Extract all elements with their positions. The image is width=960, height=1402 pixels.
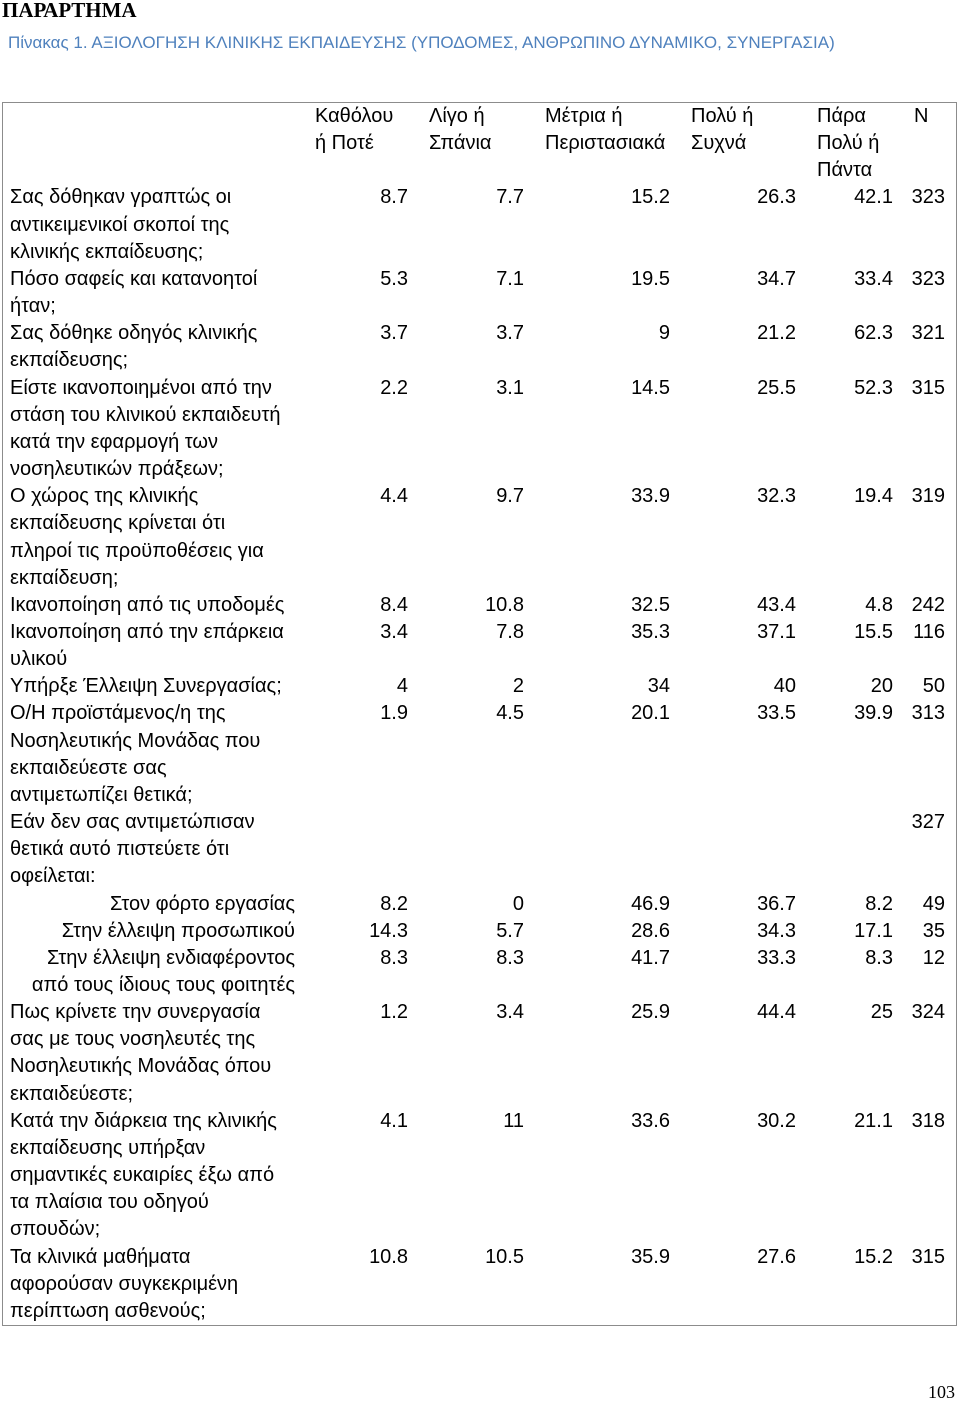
value-occasionally: 28.6 — [631, 919, 670, 942]
value-rarely: 3.7 — [496, 322, 524, 345]
value-never: 2.2 — [380, 376, 408, 399]
question-cell — [3, 1244, 305, 1325]
value-occasionally: 20.1 — [631, 702, 670, 725]
value-always: 8.2 — [865, 892, 893, 915]
value-rarely: 5.7 — [496, 919, 524, 942]
table-row — [3, 891, 956, 918]
value-rarely: 11 — [503, 1109, 524, 1132]
value-never: 4.4 — [380, 485, 408, 508]
value-occasionally: 35.9 — [631, 1245, 670, 1268]
value-often: 25.5 — [757, 376, 796, 399]
table-row — [3, 320, 956, 374]
question-cell — [3, 809, 305, 890]
question-cell — [3, 184, 305, 265]
question-line: πληροί τις προϋποθέσεις για — [10, 539, 264, 562]
value-often: 36.7 — [757, 892, 796, 915]
column-header-often — [681, 103, 807, 184]
table-row — [3, 266, 956, 320]
value-often: 27.6 — [757, 1245, 796, 1268]
value-rarely: 8.3 — [496, 946, 524, 969]
question-line: Είστε ικανοποιημένοι από την — [10, 376, 272, 399]
value-rarely: 9.7 — [496, 485, 524, 508]
value-always: 39.9 — [854, 702, 893, 725]
empty-cell — [305, 809, 419, 890]
value-n: 323 — [911, 186, 945, 209]
value-always: 42.1 — [854, 186, 893, 209]
question-cell — [3, 266, 305, 320]
column-header-always — [807, 103, 904, 184]
value-never: 8.7 — [380, 186, 408, 209]
value-occasionally: 9 — [658, 322, 670, 345]
value-always: 8.3 — [865, 946, 893, 969]
header-line: ή Ποτέ — [315, 132, 374, 155]
value-occasionally: 14.5 — [631, 376, 670, 399]
value-often: 33.3 — [757, 946, 796, 969]
table-row — [3, 945, 956, 999]
question-line: σας με τους νοσηλευτές της — [10, 1028, 256, 1051]
question-cell — [3, 673, 305, 700]
question-line: Σας δόθηκαν γραπτώς οι — [10, 186, 232, 209]
evaluation-table-grid — [3, 103, 956, 1325]
table-row — [3, 184, 956, 265]
value-rarely: 3.4 — [496, 1001, 524, 1024]
value-n: 35 — [922, 919, 945, 942]
value-never: 8.3 — [380, 946, 408, 969]
table-row — [3, 999, 956, 1108]
value-always: 20 — [870, 675, 893, 698]
question-line: εκπαιδεύεστε σας — [10, 756, 167, 779]
value-occasionally: 35.3 — [631, 620, 670, 643]
value-rarely: 7.1 — [496, 267, 524, 290]
table-row — [3, 918, 956, 945]
value-always: 19.4 — [854, 485, 893, 508]
value-often: 30.2 — [757, 1109, 796, 1132]
question-line: νοσηλευτικών πράξεων; — [10, 458, 224, 481]
table-row — [3, 592, 956, 619]
value-occasionally: 33.6 — [631, 1109, 670, 1132]
table-row — [3, 375, 956, 484]
empty-cell — [419, 809, 535, 890]
value-rarely: 2 — [512, 675, 524, 698]
question-cell — [3, 619, 305, 673]
question-line: σπουδών; — [10, 1218, 101, 1241]
value-occasionally: 33.9 — [631, 485, 670, 508]
question-line: ήταν; — [10, 295, 56, 318]
question-line: Σας δόθηκε οδηγός κλινικής — [10, 322, 258, 345]
question-line: Ο χώρος της κλινικής — [10, 485, 199, 508]
value-n: 116 — [913, 620, 945, 643]
value-n: 327 — [911, 811, 945, 834]
empty-cell — [681, 809, 807, 890]
column-header-n — [904, 103, 956, 184]
question-line: αντιμετωπίζει θετικά; — [10, 783, 193, 806]
value-never: 5.3 — [380, 267, 408, 290]
header-line: Πολύ ή — [691, 105, 754, 127]
value-never: 3.7 — [380, 322, 408, 345]
table-row — [3, 700, 956, 809]
value-n: 242 — [911, 593, 945, 616]
question-line: στάση του κλινικού εκπαιδευτή — [10, 403, 281, 426]
value-rarely: 0 — [512, 892, 524, 915]
header-line: Περιστασιακά — [545, 132, 666, 155]
value-occasionally: 32.5 — [631, 593, 670, 616]
header-line: Σπάνια — [429, 132, 492, 155]
question-cell — [3, 592, 305, 619]
value-often: 44.4 — [757, 1001, 796, 1024]
value-occasionally: 19.5 — [631, 267, 670, 290]
table-row — [3, 673, 956, 700]
question-cell — [3, 320, 305, 374]
value-occasionally: 34 — [647, 675, 670, 698]
page-number: 103 — [928, 1382, 955, 1402]
question-line: θετικά αυτό πιστεύετε ότι — [10, 838, 230, 861]
column-header-rarely — [419, 103, 535, 184]
header-line: Πάρα — [817, 105, 866, 127]
value-rarely: 7.8 — [496, 620, 524, 643]
value-rarely: 3.1 — [496, 376, 524, 399]
value-often: 43.4 — [757, 593, 796, 616]
value-often: 40 — [773, 675, 796, 698]
value-occasionally: 25.9 — [631, 1001, 670, 1024]
value-occasionally: 46.9 — [631, 892, 670, 915]
table-row — [3, 1108, 956, 1244]
value-always: 33.4 — [854, 267, 893, 290]
value-often: 26.3 — [757, 186, 796, 209]
value-n: 49 — [922, 892, 945, 915]
evaluation-table — [2, 102, 957, 1326]
header-line: Μέτρια ή — [545, 105, 623, 127]
question-line: Ο/Η προϊστάμενος/η της — [10, 702, 226, 725]
value-rarely: 10.8 — [485, 593, 524, 616]
value-n: 315 — [911, 1245, 945, 1268]
column-header-occasionally — [535, 103, 681, 184]
question-line: από τους ίδιους τους φοιτητές — [31, 974, 295, 996]
value-n: 324 — [911, 1001, 945, 1024]
question-cell — [3, 999, 305, 1108]
question-cell — [3, 1108, 305, 1244]
question-line: Υπήρξε Έλλειψη Συνεργασίας; — [10, 675, 282, 698]
value-never: 10.8 — [369, 1245, 408, 1268]
question-line: Στον φόρτο εργασίας — [109, 892, 295, 915]
question-cell — [3, 483, 305, 592]
value-never: 14.3 — [369, 919, 408, 942]
header-line: Πάντα — [817, 159, 873, 182]
value-n: 315 — [911, 376, 945, 399]
empty-cell — [807, 809, 904, 890]
sub-question-cell — [3, 945, 305, 999]
question-cell — [3, 375, 305, 484]
value-n: 323 — [911, 267, 945, 290]
question-line: εκπαίδευσης κρίνεται ότι — [10, 512, 226, 535]
value-always: 52.3 — [854, 376, 893, 399]
value-never: 8.2 — [380, 892, 408, 915]
question-line: Νοσηλευτικής Μονάδας που — [10, 729, 261, 752]
value-rarely: 7.7 — [496, 186, 524, 209]
value-n: 12 — [922, 946, 945, 969]
header-line: Καθόλου — [315, 105, 394, 127]
header-line: Συχνά — [691, 132, 747, 155]
question-cell — [3, 700, 305, 809]
value-always: 25 — [870, 1001, 893, 1024]
value-n: 50 — [922, 675, 945, 698]
table-row — [3, 619, 956, 673]
table-caption: Πίνακας 1. ΑΞΙΟΛΟΓΗΣΗ ΚΛΙΝΙΚΗΣ ΕΚΠΑΙΔΕΥΣΗΣ (ΥΠΟΔΟΜΕΣ, ΑΝΘΡΩΠΙΝΟ ΔΥΝΑΜΙΚΟ, ΣΥΝΕΡΓΑΣΙΑ) — [8, 33, 835, 52]
question-line: αντικειμενικοί σκοποί της — [10, 213, 230, 236]
value-occasionally: 41.7 — [631, 946, 670, 969]
value-always: 17.1 — [854, 919, 893, 942]
value-always: 4.8 — [865, 593, 893, 616]
question-line: σημαντικές ευκαιρίες έξω από — [10, 1164, 275, 1187]
question-line: Πόσο σαφείς και κατανοητοί — [10, 267, 258, 290]
question-line: εκπαίδευσης υπήρξαν — [10, 1136, 206, 1159]
value-never: 4 — [396, 675, 408, 698]
value-never: 1.9 — [380, 702, 408, 725]
value-never: 8.4 — [380, 593, 408, 616]
sub-question-cell — [3, 918, 305, 945]
value-always: 15.5 — [854, 620, 893, 643]
question-line: υλικού — [10, 648, 68, 671]
value-occasionally: 15.2 — [631, 186, 670, 209]
question-line: εκπαιδεύεστε; — [10, 1082, 134, 1105]
value-n: 313 — [911, 702, 945, 725]
question-line: Πως κρίνετε την συνεργασία — [10, 1001, 261, 1024]
header-row — [3, 103, 956, 184]
question-line: Στην έλλειψη προσωπικού — [61, 919, 295, 942]
table-row — [3, 1244, 956, 1325]
value-often: 32.3 — [757, 485, 796, 508]
question-line: περίπτωση ασθενούς; — [10, 1299, 206, 1322]
value-always: 62.3 — [854, 322, 893, 345]
value-often: 34.3 — [757, 919, 796, 942]
value-often: 34.7 — [757, 267, 796, 290]
value-always: 21.1 — [854, 1109, 893, 1132]
value-n: 319 — [911, 485, 945, 508]
value-often: 37.1 — [757, 620, 796, 643]
question-line: κλινικής εκπαίδευσης; — [10, 240, 204, 263]
question-line: Στην έλλειψη ενδιαφέροντος — [46, 946, 295, 969]
header-line: Πολύ ή — [817, 132, 880, 155]
value-never: 3.4 — [380, 620, 408, 643]
question-line: Ικανοποίηση από τις υποδομές — [10, 593, 285, 616]
question-line: αφορούσαν συγκεκριμένη — [10, 1272, 239, 1295]
sub-question-cell — [3, 891, 305, 918]
value-rarely: 4.5 — [496, 702, 524, 725]
header-line: Λίγο ή — [429, 105, 485, 127]
value-often: 21.2 — [757, 322, 796, 345]
question-line: εκπαίδευση; — [10, 566, 119, 589]
question-line: οφείλεται: — [10, 865, 96, 888]
question-line: Κατά την διάρκεια της κλινικής — [10, 1109, 277, 1132]
header-blank-cell — [3, 103, 305, 184]
table-row — [3, 483, 956, 592]
value-n: 321 — [911, 322, 945, 345]
question-line: Τα κλινικά μαθήματα — [10, 1245, 191, 1268]
value-never: 1.2 — [380, 1001, 408, 1024]
question-line: Εάν δεν σας αντιμετώπισαν — [10, 811, 255, 834]
header-line: N — [914, 105, 929, 127]
question-line: Ικανοποίηση από την επάρκεια — [10, 620, 284, 643]
question-line: εκπαίδευσης; — [10, 349, 129, 372]
column-header-never — [305, 103, 419, 184]
value-rarely: 10.5 — [485, 1245, 524, 1268]
value-always: 15.2 — [854, 1245, 893, 1268]
value-never: 4.1 — [380, 1109, 408, 1132]
table-row — [3, 809, 956, 890]
appendix-heading: ΠΑΡΑΡΤΗΜΑ — [2, 0, 137, 22]
value-often: 33.5 — [757, 702, 796, 725]
question-line: τα πλαίσια του οδηγού — [10, 1191, 209, 1214]
value-n: 318 — [911, 1109, 945, 1132]
question-line: Νοσηλευτικής Μονάδας όπου — [10, 1055, 272, 1078]
empty-cell — [535, 809, 681, 890]
question-line: κατά την εφαρμογή των — [10, 430, 219, 453]
